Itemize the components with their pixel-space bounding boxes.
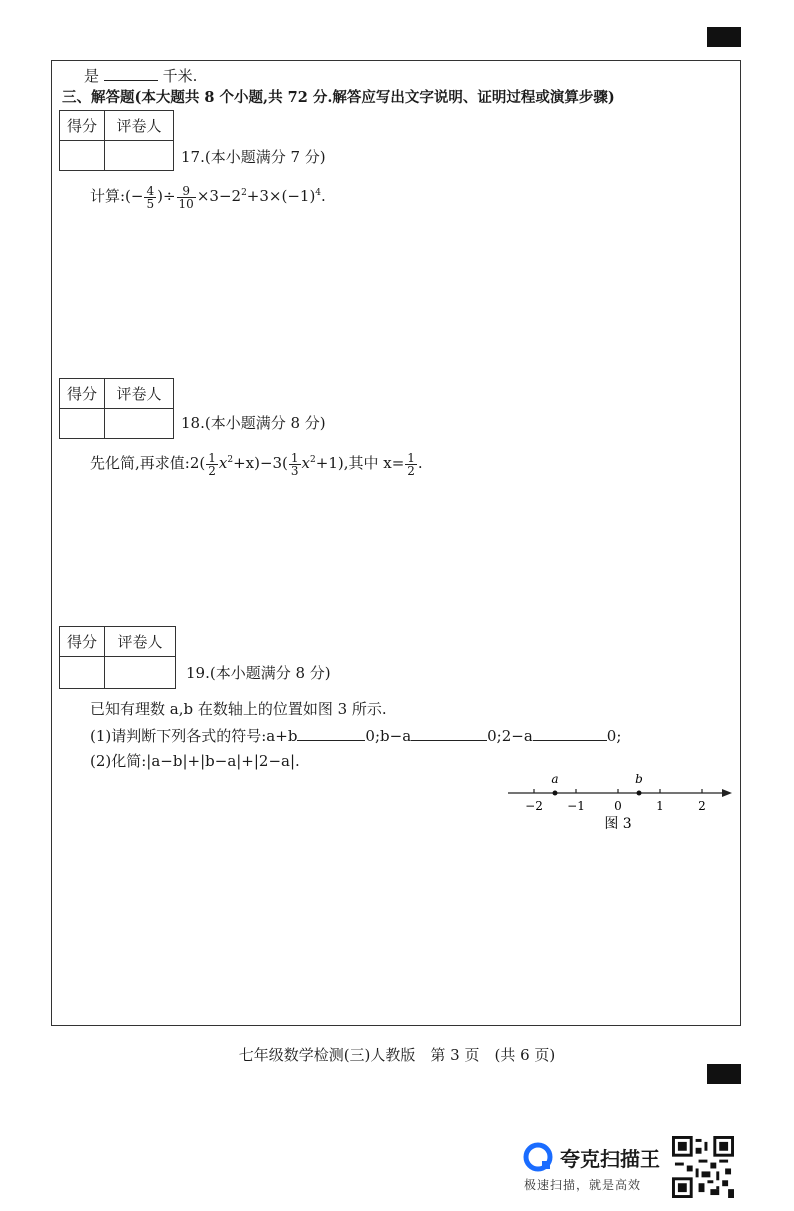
score-label: 得分 [60, 379, 105, 409]
q19-line1: 已知有理数 a,b 在数轴上的位置如图 3 所示. [90, 700, 387, 718]
page-footer: 七年级数学检测(三)人教版 第 3 页 (共 6 页) [238, 1046, 556, 1064]
answer-blank[interactable] [411, 726, 487, 741]
score-table-18 [59, 378, 174, 439]
grader-label: 评卷人 [105, 627, 176, 657]
score-cell[interactable] [60, 409, 105, 439]
number-line-figure [500, 768, 740, 838]
score-label: 得分 [60, 111, 105, 141]
corner-mark-top [707, 27, 741, 47]
answer-blank[interactable] [297, 726, 365, 741]
q19-line2: (1)请判断下列各式的符号:a+b 0;b−a 0;2−a 0; [90, 727, 622, 745]
quark-logo-icon [522, 1141, 556, 1175]
section-title: 三、解答题(本大题共 8 个小题,共 72 分.解答应写出文字说明、证明过程或演算步骤) [62, 89, 615, 106]
fraction: $\frac{1}{3}$ [290, 450, 299, 478]
tick-label: −1 [567, 799, 585, 813]
grader-cell[interactable] [105, 141, 174, 171]
q17-header: 17.(本小题满分 7 分) [181, 148, 326, 166]
qr-code-icon [672, 1136, 734, 1198]
score-label: 得分 [60, 627, 105, 657]
score-cell[interactable] [60, 141, 105, 171]
grader-cell[interactable] [105, 409, 174, 439]
tick-label: 0 [614, 799, 622, 813]
answer-blank[interactable] [104, 66, 158, 81]
brand-slogan: 极速扫描，就是高效 [524, 1178, 642, 1192]
answer-blank[interactable] [533, 726, 607, 741]
q17-expression: 计算:(− $\frac{4}{5}$ )÷ $\frac{9}{10}$ $\times 3-2^2+3\times(-1)^4$. [90, 183, 326, 211]
grader-label: 评卷人 [105, 111, 174, 141]
point-b [637, 791, 642, 796]
grader-label: 评卷人 [105, 379, 174, 409]
scanner-brand [522, 1141, 672, 1191]
q18-header: 18.(本小题满分 8 分) [181, 414, 326, 432]
grader-cell[interactable] [105, 657, 176, 689]
fraction: $\frac{1}{2}$ [208, 450, 216, 478]
q19-header: 19.(本小题满分 8 分) [186, 664, 331, 682]
tick-label: 2 [698, 799, 706, 813]
arrow-icon [722, 789, 732, 797]
figure-caption: 图 3 [604, 816, 632, 832]
score-table-19 [59, 626, 176, 689]
point-label-b: b [635, 772, 643, 786]
q18-expression: 先化简,再求值:2( $\frac{1}{2}$ $x^2+x)-3$( $\frac{1}{3}$ $x^2+1$),其中 x= $\frac{1}{2}$ . [90, 450, 423, 478]
fraction: $\frac{9}{10}$ [178, 183, 194, 211]
score-table-17 [59, 110, 174, 171]
fraction: $\frac{1}{2}$ [407, 450, 415, 478]
point-label-a: a [551, 772, 559, 786]
tick-label: 1 [656, 799, 664, 813]
q19-line3: (2)化简:|a−b|+|b−a|+|2−a|. [90, 752, 300, 770]
point-a [553, 791, 558, 796]
fraction: $\frac{4}{5}$ [146, 183, 155, 211]
top-line: 是 千米. [84, 67, 198, 85]
score-cell[interactable] [60, 657, 105, 689]
tick-label: −2 [525, 799, 543, 813]
brand-name: 夸克扫描王 [560, 1147, 660, 1171]
corner-mark-bottom [707, 1064, 741, 1084]
